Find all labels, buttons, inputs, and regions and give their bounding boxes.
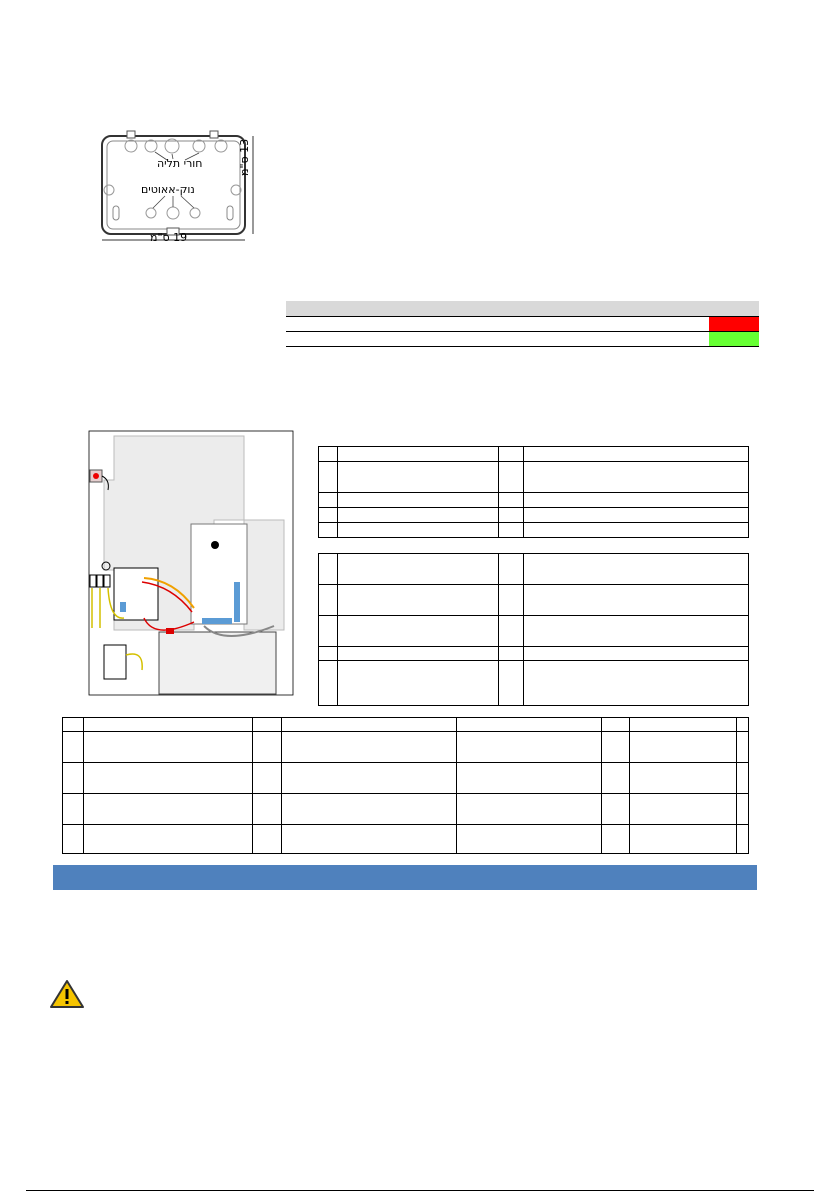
top-tab-left xyxy=(127,131,135,138)
width-label: 19 ס"מ xyxy=(150,231,188,244)
led-table-divider xyxy=(286,331,759,332)
connection-table xyxy=(62,717,749,854)
terminal-table-lower xyxy=(318,553,749,706)
led-table-divider xyxy=(286,346,759,347)
footer-rule xyxy=(26,1190,814,1191)
terminal-block-right xyxy=(234,582,240,622)
tamper-switch xyxy=(93,473,99,479)
top-tab-right xyxy=(210,131,218,138)
section-heading-bar xyxy=(53,865,757,890)
battery xyxy=(159,632,276,694)
led-green-swatch xyxy=(709,332,759,346)
led-table-divider xyxy=(286,316,759,317)
warning-icon xyxy=(49,979,85,1009)
mounting-holes-label: חורי תליה xyxy=(157,157,203,170)
led-red-swatch xyxy=(709,317,759,331)
led-table-header xyxy=(286,301,759,317)
terminal-block-bottom xyxy=(202,618,232,624)
height-label: 13 ס"מ xyxy=(238,138,251,176)
wiring-illustration xyxy=(84,430,296,698)
knockouts-label: נוק-אאוטים xyxy=(141,183,195,196)
transformer xyxy=(104,645,126,679)
terminal-table-upper xyxy=(318,446,749,538)
cover-flap xyxy=(244,520,284,630)
fuse-block xyxy=(90,575,110,587)
power-supply-board xyxy=(114,568,158,620)
